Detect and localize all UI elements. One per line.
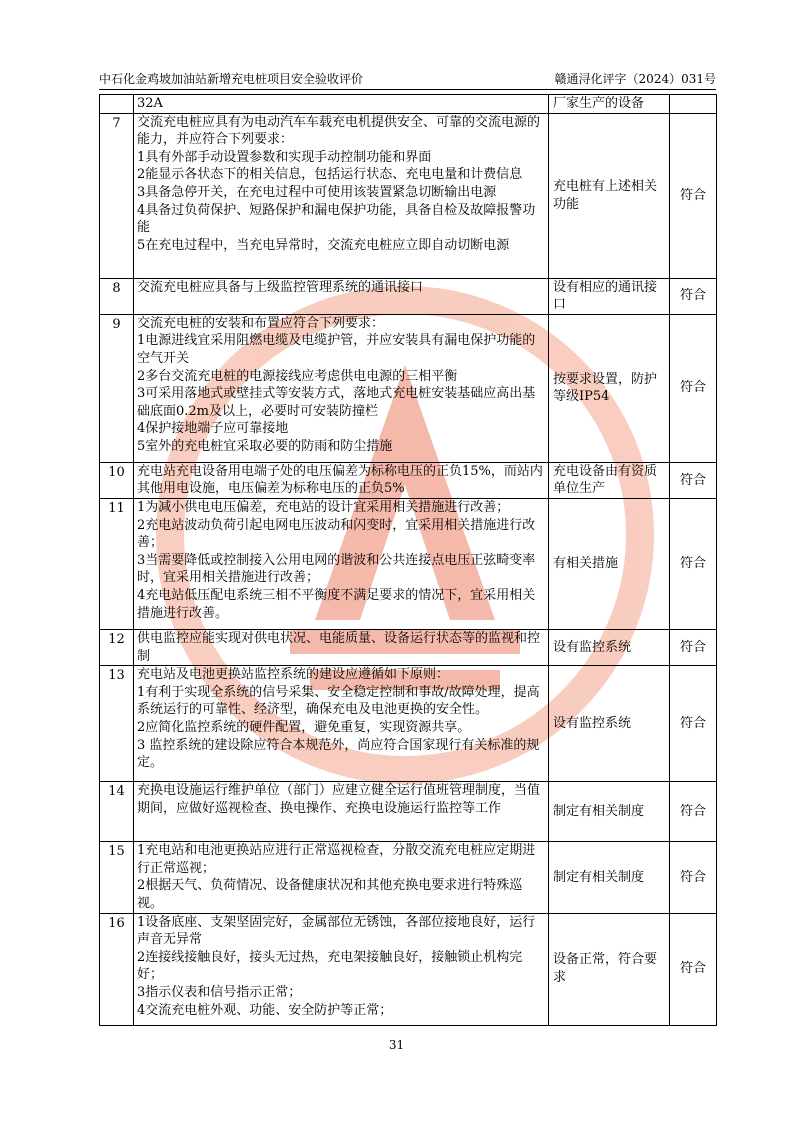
table-row [100, 782, 717, 842]
header-rule [99, 89, 716, 90]
result-cell: 符合 [670, 842, 717, 913]
actual-situation-text: 充电桩有上述相关功能 [553, 179, 658, 212]
table-row [100, 842, 717, 913]
result-cell: 符合 [670, 629, 717, 665]
result-cell: 符合 [670, 913, 717, 1025]
result-cell: 符合 [670, 498, 717, 629]
requirement-line: 4具备过负荷保护、短路保护和漏电保护功能，具备自检及故障报警功能 [137, 202, 536, 236]
requirement-cell [134, 629, 549, 665]
requirement-line: 交流充电桩应具有为电动汽车车载充电机提供安全、可靠的交流电源的能力，并应符合下列要求： [137, 114, 541, 148]
requirement-line: 充电站充电设备用电端子处的电压偏差为标称电压的正负15%，而站内其他用电设施，电压偏差为标称电压的正负5% [137, 463, 543, 497]
actual-situation-cell [549, 314, 670, 462]
result-cell: 符合 [670, 314, 717, 462]
actual-situation-text: 制定有相关制度 [553, 803, 645, 819]
row-number: 12 [100, 629, 134, 665]
row-number: 16 [100, 913, 134, 1025]
actual-situation-text: 设备正常，符合要求 [553, 952, 658, 986]
requirement-line: 4保护接地端子应可靠接地 [137, 421, 289, 437]
requirement-cell [134, 113, 549, 278]
requirement-cell [134, 462, 549, 498]
actual-situation-cell [549, 278, 670, 314]
table-row [100, 95, 717, 114]
actual-situation-cell [549, 95, 670, 114]
table-row [100, 278, 717, 314]
actual-situation-text: 厂家生产的设备 [553, 96, 645, 111]
requirement-line: 3指示仪表和信号指示正常； [137, 984, 302, 1000]
result-cell [670, 95, 717, 114]
requirement-line: 2连接线接触良好，接头无过热，充电架接触良好，接触锁止机构完好； [137, 949, 523, 983]
actual-situation-text: 有相关措施 [553, 556, 619, 572]
actual-situation-text: 按要求设置，防护等级IP54 [553, 371, 658, 405]
row-number [100, 95, 134, 114]
table-row [100, 913, 717, 1025]
result-cell: 符合 [670, 278, 717, 314]
actual-situation-cell [549, 462, 670, 498]
actual-situation-text: 设有相应的通讯接口 [553, 279, 658, 313]
row-number: 8 [100, 278, 134, 314]
table-row [100, 498, 717, 629]
requirement-line: 2根据天气、负荷情况、设备健康状况和其他充换电要求进行特殊巡视。 [137, 878, 523, 911]
table-row [100, 113, 717, 278]
row-number: 9 [100, 314, 134, 462]
actual-situation-cell [549, 498, 670, 629]
actual-situation-text: 制定有相关制度 [553, 869, 645, 885]
requirement-line: 2应简化监控系统的硬件配置，避免重复，实现资源共享。 [137, 719, 471, 735]
requirement-cell [134, 314, 549, 462]
requirement-line: 1为减小供电电压偏差，充电站的设计宜采用相关措施进行改善； [137, 499, 510, 515]
actual-situation-cell [549, 666, 670, 782]
row-number: 10 [100, 462, 134, 498]
row-number: 11 [100, 498, 134, 629]
result-cell: 符合 [670, 462, 717, 498]
row-number: 14 [100, 782, 134, 842]
table-row [100, 314, 717, 462]
actual-situation-cell [549, 113, 670, 278]
requirement-line: 5室外的充电桩宜采取必要的防雨和防尘措施 [137, 438, 393, 454]
row-number: 13 [100, 666, 134, 782]
requirement-line: 32A [137, 96, 163, 111]
actual-situation-cell [549, 782, 670, 842]
requirement-line: 4交流充电桩外观、功能、安全防护等正常； [137, 1002, 393, 1018]
requirement-line: 1电源进线宜采用阻燃电缆及电缆护管，并应安装具有漏电保护功能的空气开关 [137, 333, 536, 366]
result-cell: 符合 [670, 666, 717, 782]
requirement-line: 交流充电桩的安装和布置应符合下列要求： [137, 315, 385, 331]
requirement-line: 交流充电桩应具备与上级监控管理系统的通讯接口 [137, 279, 424, 295]
row-number: 7 [100, 113, 134, 278]
requirement-cell [134, 666, 549, 782]
requirement-line: 1设备底座、支架坚固完好，金属部位无锈蚀，各部位接地良好，运行声音无异常 [137, 914, 536, 948]
requirement-cell [134, 842, 549, 913]
requirement-line: 1具有外部手动设置参数和实现手动控制功能和界面 [137, 149, 432, 165]
actual-situation-text: 设有监控系统 [553, 715, 632, 731]
requirement-line: 充换电设施运行维护单位（部门）应建立健全运行值班管理制度，当值期间，应做好巡视检查、换电操作、充换电设施运行监控等工作 [137, 783, 541, 816]
result-cell: 符合 [670, 782, 717, 842]
inspection-table [99, 94, 717, 1026]
requirement-cell [134, 95, 549, 114]
header-report-number: 赣通浔化评字（2024）031号 [554, 72, 716, 86]
requirement-line: 4充电站低压配电系统三相不平衡度不满足要求的情况下，宜采用相关措施进行改善。 [137, 587, 536, 621]
requirement-line: 3当需要降低或控制接入公用电网的谐波和公共连接点电压正弦畸变率时，宜采用相关措施进行改善； [137, 552, 536, 586]
requirement-line: 3可采用落地式或壁挂式等安装方式，落地式充电桩安装基础应高出基础底面0.2m及以上，必要时可安装防撞栏 [137, 386, 536, 419]
requirement-line: 3 监控系统的建设除应符合本规范外，尚应符合国家现行有关标准的规定。 [137, 737, 540, 771]
requirement-line: 1充电站和电池更换站应进行正常巡视检查，分散交流充电桩应定期进行正常巡视； [137, 843, 536, 876]
row-number: 15 [100, 842, 134, 913]
requirement-cell [134, 498, 549, 629]
requirement-line: 5在充电过程中，当充电异常时，交流充电桩应立即自动切断电源 [137, 237, 510, 253]
table-row [100, 666, 717, 782]
actual-situation-cell [549, 629, 670, 665]
result-cell: 符合 [670, 113, 717, 278]
requirement-cell [134, 913, 549, 1025]
table-body [100, 95, 717, 1026]
actual-situation-text: 设有监控系统 [553, 639, 632, 655]
requirement-line: 2能显示各状态下的相关信息，包括运行状态、充电电量和计费信息 [137, 167, 523, 183]
requirement-line: 2多台交流充电桩的电源接线应考虑供电电源的三相平衡 [137, 368, 458, 384]
page-number: 31 [388, 1038, 405, 1052]
requirement-line: 充电站及电池更换站监控系统的建设应遵循如下原则： [137, 667, 450, 683]
actual-situation-text: 充电设备由有资质单位生产 [553, 463, 658, 497]
actual-situation-cell [549, 842, 670, 913]
header-title: 中石化金鸡坡加油站新增充电桩项目安全验收评价 [99, 72, 364, 86]
requirement-cell [134, 278, 549, 314]
page-header [99, 68, 716, 86]
requirement-line: 1有利于实现全系统的信号采集、安全稳定控制和事故/故障处理，提高系统运行的可靠性、经济型，确保充电及电池更换的安全性。 [137, 684, 540, 718]
actual-situation-cell [549, 913, 670, 1025]
requirement-line: 3具备急停开关，在充电过程中可使用该装置紧急切断输出电源 [137, 184, 497, 200]
requirement-line: 供电监控应能实现对供电状况、电能质量、设备运行状态等的监视和控制 [137, 630, 541, 664]
table-row [100, 629, 717, 665]
requirement-cell [134, 782, 549, 842]
requirement-line: 2充电站波动负荷引起电网电压波动和闪变时，宜采用相关措施进行改善； [137, 517, 536, 551]
table-row [100, 462, 717, 498]
